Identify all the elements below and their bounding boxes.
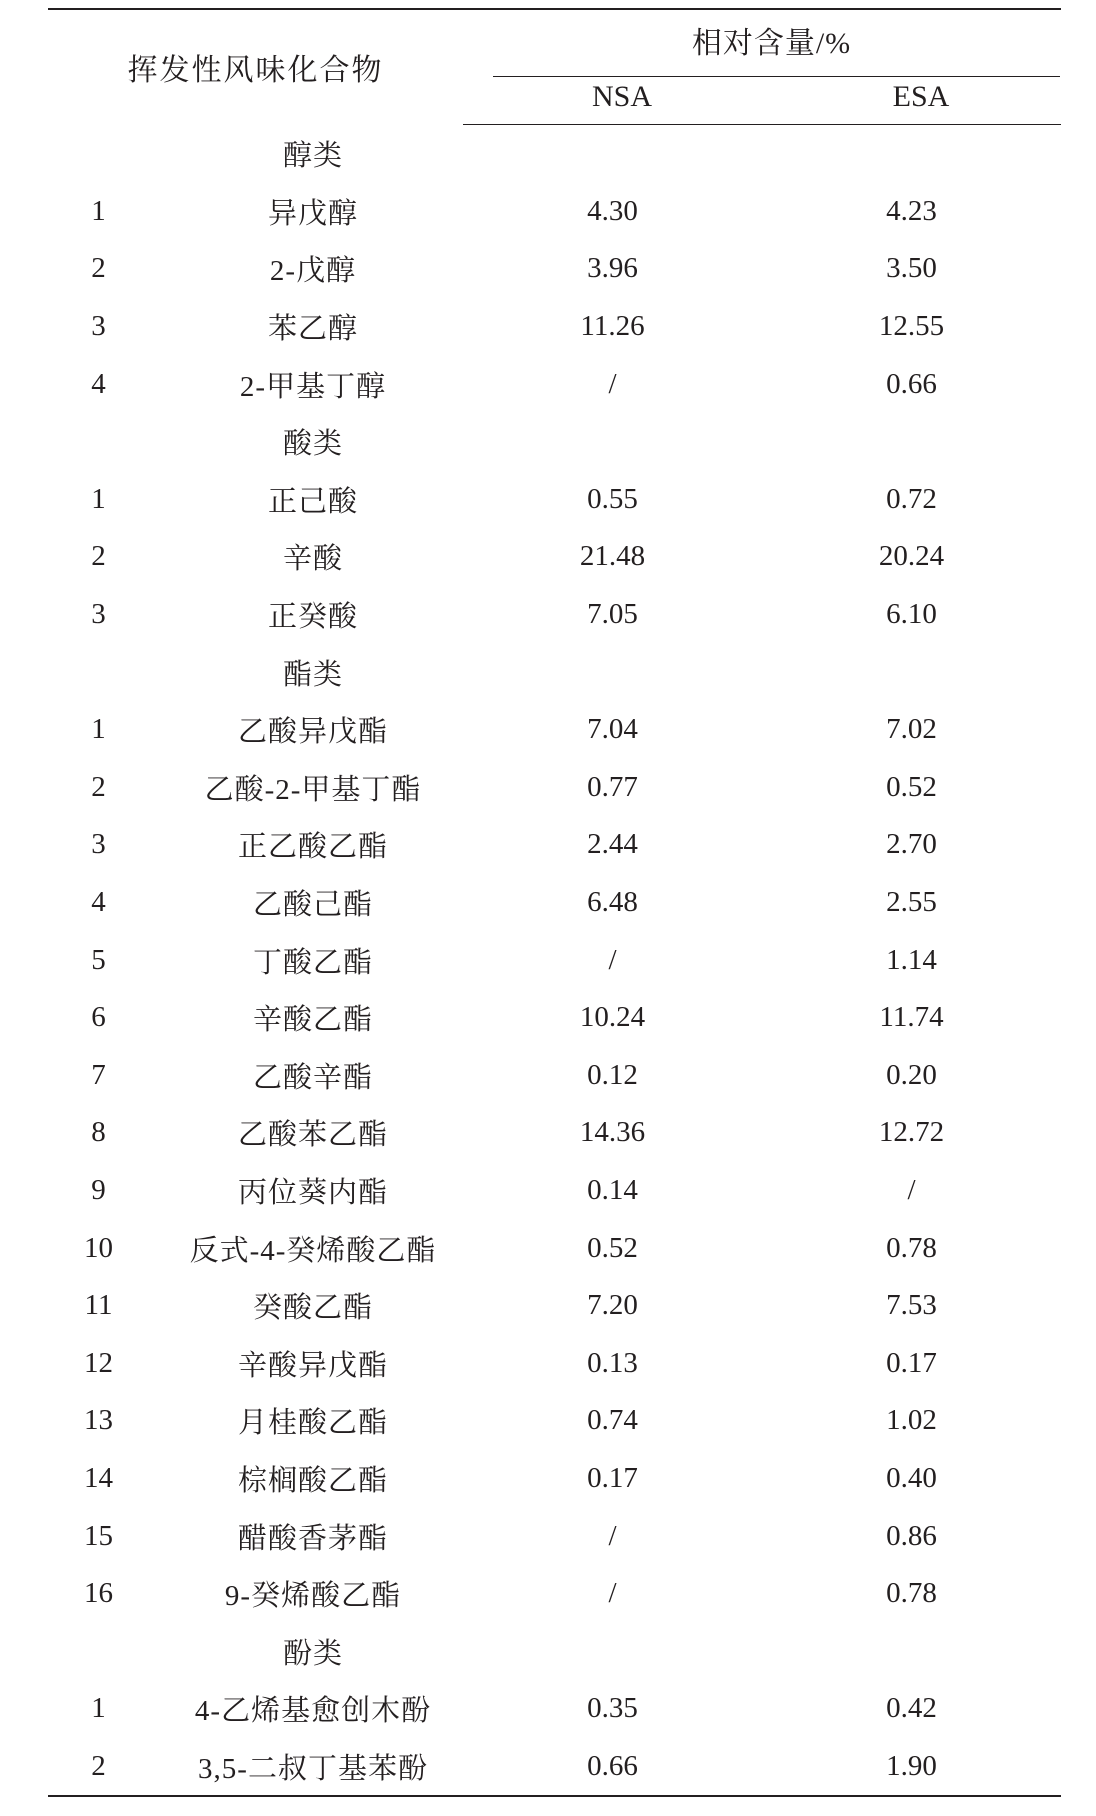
category-index-cell <box>48 1622 163 1680</box>
table-row <box>48 183 1061 241</box>
esa-value: 4.23 <box>886 194 937 227</box>
row-index: 1 <box>91 713 106 746</box>
row-index: 12 <box>84 1346 113 1379</box>
category-label: 醇类 <box>282 140 343 173</box>
esa-value: 1.14 <box>886 943 937 976</box>
esa-value: 0.78 <box>886 1577 937 1610</box>
compound-name: 正癸酸 <box>267 601 358 634</box>
table-row <box>48 1392 1061 1450</box>
relative-content-label: 相对含量/% <box>691 26 852 60</box>
row-index: 13 <box>84 1404 113 1437</box>
esa-value: 2.70 <box>886 828 937 861</box>
compound-name: 3,5-二叔丁基苯酚 <box>163 1738 463 1797</box>
category-index-cell <box>48 413 163 471</box>
category-esa-cell <box>762 125 1061 183</box>
nsa-value: 7.20 <box>587 1289 638 1322</box>
nsa-column-header: NSA <box>463 70 762 125</box>
row-index: 9 <box>91 1173 106 1206</box>
row-index: 1 <box>91 482 106 515</box>
nsa-value: 0.12 <box>587 1058 638 1091</box>
row-index: 4 <box>91 367 106 400</box>
category-nsa-cell <box>463 125 762 183</box>
nsa-value: 0.14 <box>587 1173 638 1206</box>
esa-value: 2.55 <box>886 886 937 919</box>
table-row <box>48 1680 1061 1738</box>
esa-column-header: ESA <box>762 70 1061 125</box>
nsa-value: 0.55 <box>587 482 638 515</box>
row-index: 1 <box>91 1692 106 1725</box>
compound-column-header: 挥发性风味化合物 <box>48 9 463 125</box>
row-index: 2 <box>91 770 106 803</box>
esa-value: 0.72 <box>886 482 937 515</box>
row-index: 4 <box>91 886 106 919</box>
row-index: 3 <box>91 598 106 631</box>
esa-value: 3.50 <box>886 252 937 285</box>
esa-value: 1.90 <box>762 1738 1061 1797</box>
esa-value: 0.40 <box>886 1461 937 1494</box>
table-row <box>48 471 1061 529</box>
table-row <box>48 1047 1061 1105</box>
category-esa-cell <box>762 1622 1061 1680</box>
nsa-value: 0.35 <box>587 1692 638 1725</box>
category-row <box>48 643 1061 701</box>
category-index-cell <box>48 643 163 701</box>
category-label: 酸类 <box>282 428 343 461</box>
volatile-compound-table <box>48 8 1061 1797</box>
table-row <box>48 1334 1061 1392</box>
esa-value: 0.52 <box>886 770 937 803</box>
row-index: 14 <box>84 1461 113 1494</box>
nsa-value: 11.26 <box>580 310 645 343</box>
table-row <box>48 586 1061 644</box>
compound-name: 丙位葵内酯 <box>237 1176 388 1209</box>
esa-value: 1.02 <box>886 1404 937 1437</box>
category-index-cell <box>48 125 163 183</box>
esa-value: 7.02 <box>886 713 937 746</box>
row-index: 15 <box>84 1519 113 1552</box>
table-row <box>48 1565 1061 1623</box>
table-row <box>48 931 1061 989</box>
table-row <box>48 1162 1061 1220</box>
compound-name: 醋酸香茅酯 <box>237 1522 388 1555</box>
table-row <box>48 1738 1061 1797</box>
nsa-value: 10.24 <box>579 1001 646 1034</box>
esa-value: 0.17 <box>886 1346 937 1379</box>
compound-name: 乙酸己酯 <box>252 889 373 922</box>
compound-name: 乙酸异戊酯 <box>237 716 388 749</box>
row-index: 5 <box>91 943 106 976</box>
esa-value: 11.74 <box>879 1001 944 1034</box>
table-header <box>48 9 1061 125</box>
esa-value: 0.86 <box>886 1519 937 1552</box>
table-body <box>48 125 1061 1797</box>
category-esa-cell <box>762 413 1061 471</box>
table-row <box>48 298 1061 356</box>
compound-name: 异戊醇 <box>267 197 358 230</box>
table-row <box>48 1277 1061 1335</box>
row-index: 8 <box>91 1116 106 1149</box>
compound-name: 正己酸 <box>267 485 358 518</box>
compound-name: 丁酸乙酯 <box>252 946 373 979</box>
compound-name: 辛酸 <box>282 543 343 576</box>
nsa-value: 6.48 <box>587 886 638 919</box>
compound-name: 乙酸-2-甲基丁酯 <box>204 773 422 806</box>
row-index: 6 <box>91 1001 106 1034</box>
esa-value: 20.24 <box>878 540 945 573</box>
category-label: 酚类 <box>282 1637 343 1670</box>
compound-name: 4-乙烯基愈创木酚 <box>194 1695 432 1728</box>
table-row <box>48 1219 1061 1277</box>
row-index: 2 <box>91 252 106 285</box>
compound-name: 2-戊醇 <box>269 255 357 288</box>
table-row <box>48 355 1061 413</box>
compound-name: 月桂酸乙酯 <box>237 1407 388 1440</box>
row-index: 7 <box>91 1058 106 1091</box>
compound-name: 苯乙醇 <box>267 313 358 346</box>
compound-name: 2-甲基丁醇 <box>239 370 387 403</box>
nsa-value: 2.44 <box>587 828 638 861</box>
table-row <box>48 701 1061 759</box>
esa-value: 12.55 <box>878 310 945 343</box>
nsa-value: 0.13 <box>587 1346 638 1379</box>
compound-name: 癸酸乙酯 <box>252 1292 373 1325</box>
relative-content-header <box>463 9 1061 70</box>
esa-value: 0.42 <box>886 1692 937 1725</box>
category-row <box>48 125 1061 183</box>
category-label: 酯类 <box>282 658 343 691</box>
esa-value: 6.10 <box>886 598 937 631</box>
esa-value: 0.78 <box>886 1231 937 1264</box>
row-index: 2 <box>91 540 106 573</box>
table-row <box>48 1104 1061 1162</box>
nsa-value: / <box>608 1577 617 1610</box>
category-esa-cell <box>762 643 1061 701</box>
table-row <box>48 759 1061 817</box>
row-index: 11 <box>84 1289 113 1322</box>
row-index: 3 <box>91 310 106 343</box>
compound-table-container <box>48 8 1061 1797</box>
table-row <box>48 1450 1061 1508</box>
compound-name: 乙酸苯乙酯 <box>237 1119 388 1152</box>
table-row <box>48 528 1061 586</box>
row-index: 1 <box>91 194 106 227</box>
table-row <box>48 240 1061 298</box>
nsa-value: 14.36 <box>579 1116 646 1149</box>
compound-name: 9-癸烯酸乙酯 <box>224 1580 402 1613</box>
nsa-value: / <box>608 943 617 976</box>
category-row <box>48 1622 1061 1680</box>
compound-name: 辛酸异戊酯 <box>237 1349 388 1382</box>
esa-value: 0.66 <box>886 367 937 400</box>
category-nsa-cell <box>463 643 762 701</box>
table-row <box>48 1507 1061 1565</box>
header-divider-line <box>493 76 1060 77</box>
table-row <box>48 874 1061 932</box>
row-index: 3 <box>91 828 106 861</box>
compound-name: 棕榈酸乙酯 <box>237 1464 388 1497</box>
nsa-value: 0.66 <box>463 1738 762 1797</box>
category-row <box>48 413 1061 471</box>
compound-name: 辛酸乙酯 <box>252 1004 373 1037</box>
esa-value: / <box>907 1173 916 1206</box>
category-nsa-cell <box>463 413 762 471</box>
nsa-value: / <box>608 367 617 400</box>
nsa-value: 0.74 <box>587 1404 638 1437</box>
nsa-value: 0.52 <box>587 1231 638 1264</box>
compound-name: 反式-4-癸烯酸乙酯 <box>189 1234 437 1267</box>
nsa-value: / <box>608 1519 617 1552</box>
nsa-value: 0.17 <box>587 1461 638 1494</box>
nsa-value: 21.48 <box>579 540 646 573</box>
nsa-value: 7.05 <box>587 598 638 631</box>
compound-name: 乙酸辛酯 <box>252 1061 373 1094</box>
table-row <box>48 816 1061 874</box>
esa-value: 7.53 <box>886 1289 937 1322</box>
nsa-value: 3.96 <box>587 252 638 285</box>
nsa-value: 4.30 <box>587 194 638 227</box>
category-nsa-cell <box>463 1622 762 1680</box>
compound-name: 正乙酸乙酯 <box>237 831 388 864</box>
row-index: 2 <box>48 1738 163 1797</box>
row-index: 10 <box>84 1231 113 1264</box>
nsa-value: 0.77 <box>587 770 638 803</box>
row-index: 16 <box>84 1577 113 1610</box>
esa-value: 12.72 <box>878 1116 945 1149</box>
nsa-value: 7.04 <box>587 713 638 746</box>
table-row <box>48 989 1061 1047</box>
esa-value: 0.20 <box>886 1058 937 1091</box>
